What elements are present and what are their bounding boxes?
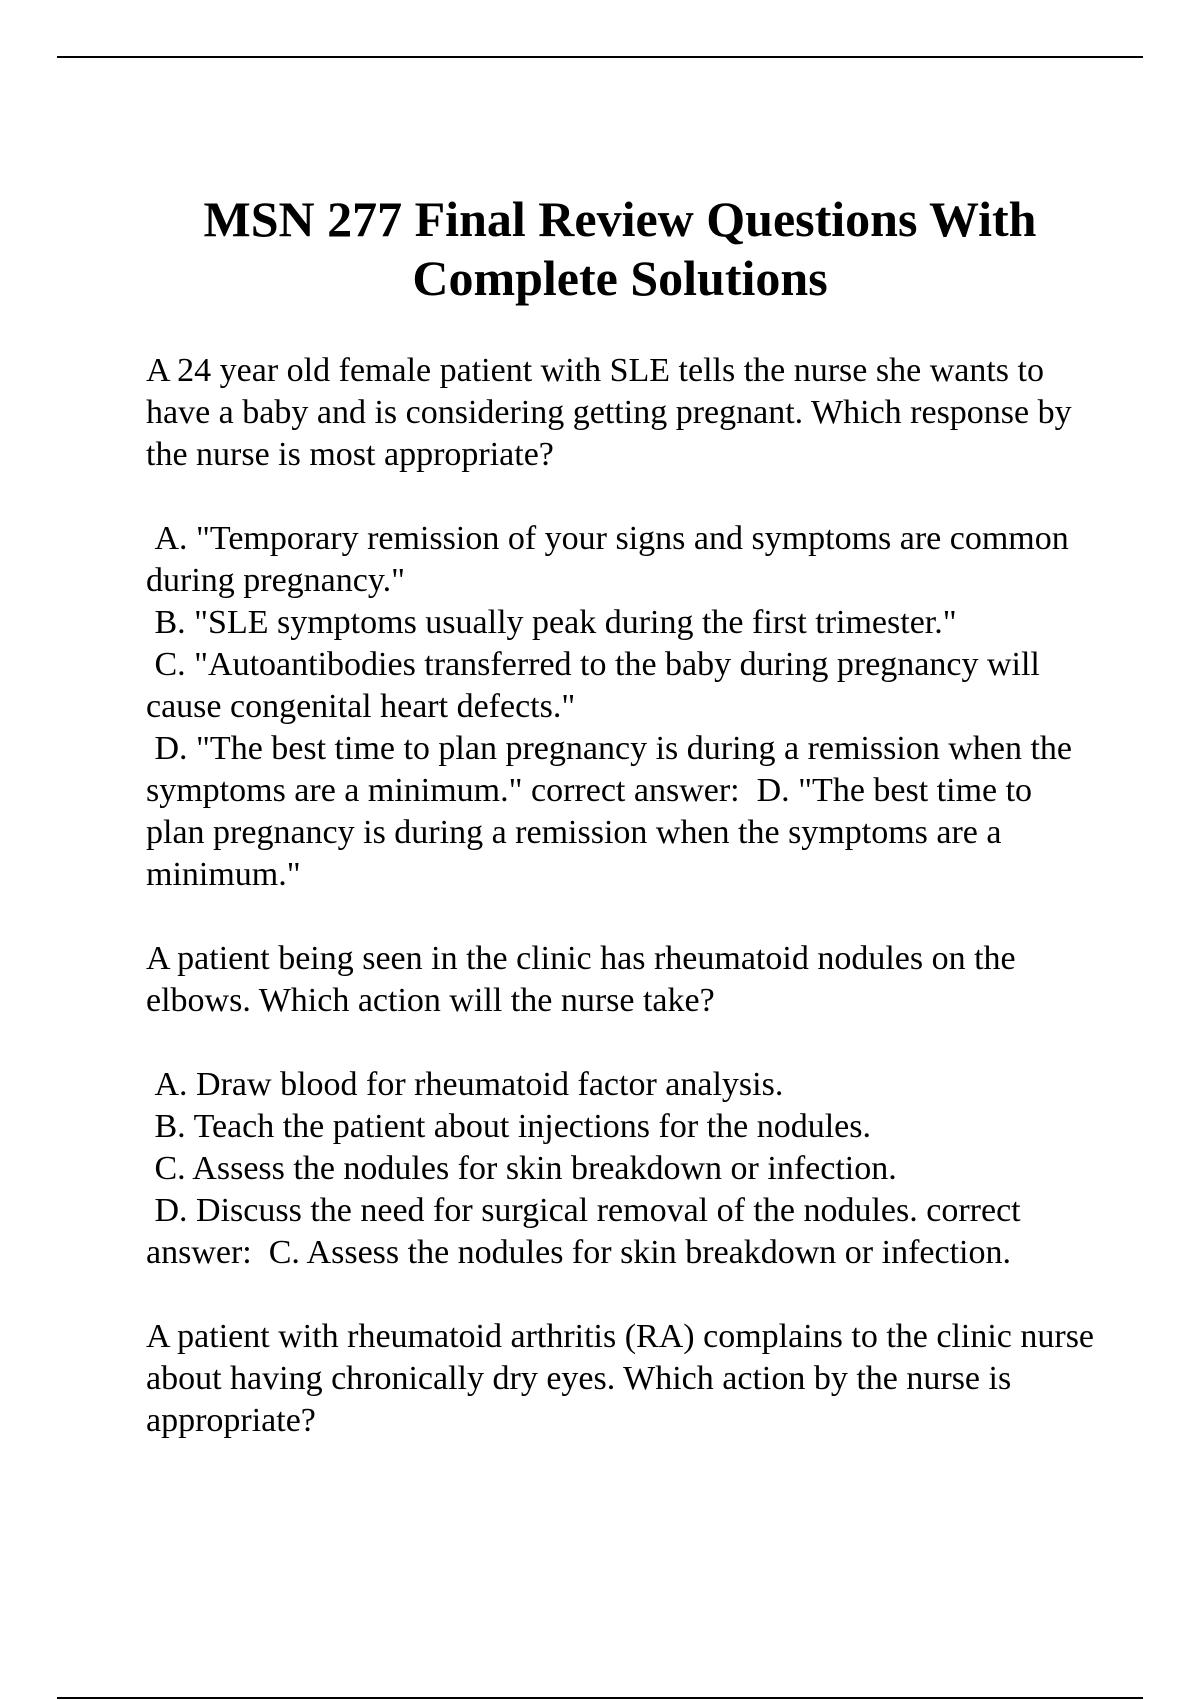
question-block (146, 1316, 1096, 1442)
option-a: A. Draw blood for rheumatoid factor analysis. (146, 1066, 784, 1103)
options-list (146, 518, 1096, 896)
option-c: C. Assess the nodules for skin breakdown or infection. (146, 1150, 897, 1187)
question-stem: A patient with rheumatoid arthritis (RA) complains to the clinic nurse about having chronically dry eyes. Which action by the nurse is appropriate? (146, 1318, 1095, 1439)
correct-answer-label: correct answer: (146, 1192, 1030, 1271)
title-line-2: Complete Solutions (412, 250, 828, 306)
correct-answer: C. Assess the nodules for skin breakdown or infection. (260, 1234, 1011, 1271)
bottom-rule (57, 1697, 1143, 1699)
title-line-1: MSN 277 Final Review Questions With (203, 191, 1037, 247)
document-title (100, 190, 1140, 308)
top-rule (57, 56, 1143, 58)
options-list (146, 1064, 1096, 1274)
correct-answer: D. "The best time to plan pregnancy is during a remission when the symptoms are a minimum." (146, 772, 1041, 893)
question-block (146, 938, 1096, 1274)
option-b: B. Teach the patient about injections for the nodules. (146, 1108, 871, 1145)
question-stem: A patient being seen in the clinic has rheumatoid nodules on the elbows. Which action will the nurse take? (146, 940, 1016, 1019)
document-body (146, 350, 1096, 1484)
question-stem: A 24 year old female patient with SLE tells the nurse she wants to have a baby and is considering getting pregnant. Which response by the nurse is most appropriate? (146, 352, 1072, 473)
option-a: A. "Temporary remission of your signs and symptoms are common during pregnancy." (146, 520, 1078, 599)
option-d: D. Discuss the need for surgical removal of the nodules. (146, 1192, 918, 1229)
option-b: B. "SLE symptoms usually peak during the first trimester." (146, 604, 957, 641)
question-block (146, 350, 1096, 896)
correct-answer-label: correct answer: (522, 772, 749, 809)
option-d-with-answer (146, 1190, 1096, 1274)
option-d-with-answer (146, 728, 1096, 896)
option-c: C. "Autoantibodies transferred to the baby during pregnancy will cause congenital heart defects." (146, 646, 1049, 725)
option-d: D. "The best time to plan pregnancy is during a remission when the symptoms are a minimum." (146, 730, 1081, 809)
